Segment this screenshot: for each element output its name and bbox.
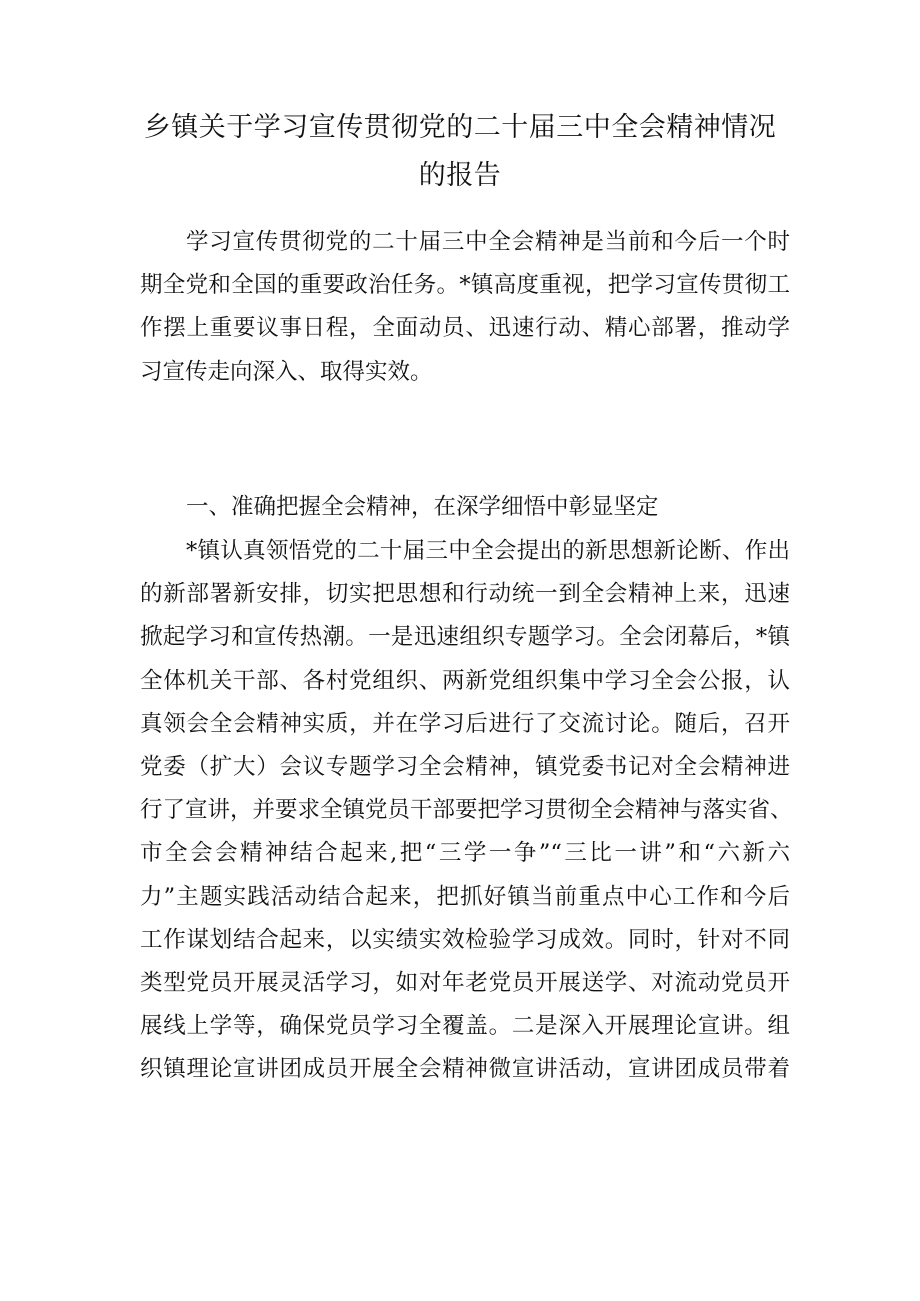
section-heading-text: 一、准确把握全会精神，在深学细悟中彰显坚定 bbox=[186, 494, 659, 520]
body-line: 展线上学等，确保党员学习全覆盖。二是深入开展理论宣讲。组 bbox=[140, 1013, 790, 1040]
body-line: 力”主题实践活动结合起来，把抓好镇当前重点中心工作和今后 bbox=[140, 883, 790, 910]
intro-line: 作摆上重要议事日程，全面动员、迅速行动、精心部署，推动学 bbox=[140, 315, 790, 342]
intro-line: 学习宣传贯彻党的二十届三中全会精神是当前和今后一个时 bbox=[186, 229, 790, 255]
body-line: 类型党员开展灵活学习，如对年老党员开展送学、对流动党员开 bbox=[140, 970, 790, 997]
body-line: 真领会全会精神实质，并在学习后进行了交流讨论。随后，召开 bbox=[140, 710, 790, 737]
body-line: 党委（扩大）会议专题学习全会精神，镇党委书记对全会精神进 bbox=[140, 754, 790, 781]
body-line: 行了宣讲，并要求全镇党员干部要把学习贯彻全会精神与落实省、 bbox=[140, 797, 793, 824]
body-line: 市全会会精神结合起来,把“三学一争”“三比一讲”和“六新六 bbox=[140, 840, 790, 867]
section-1-heading bbox=[140, 486, 790, 529]
body-line: 全体机关干部、各村党组织、两新党组织集中学习全会公报，认 bbox=[140, 667, 790, 694]
title-line-1: 乡镇关于学习宣传贯彻党的二十届三中全会精神情况 bbox=[143, 112, 777, 143]
body-line: 的新部署新安排，切实把思想和行动统一到全会精神上来，迅速 bbox=[140, 581, 790, 608]
body-line: *镇认真领悟党的二十届三中全会提出的新思想新论断、作出 bbox=[186, 538, 790, 564]
section-1-paragraph bbox=[140, 530, 793, 1092]
body-line: 掀起学习和宣传热潮。一是迅速组织专题学习。全会闭幕后，*镇 bbox=[140, 624, 790, 651]
intro-paragraph bbox=[140, 221, 790, 394]
body-line: 织镇理论宣讲团成员开展全会精神微宣讲活动，宣讲团成员带着 bbox=[140, 1056, 790, 1083]
intro-line: 习宣传走向深入、取得实效。 bbox=[140, 358, 433, 385]
title-line-2: 的报告 bbox=[418, 160, 502, 191]
document-title bbox=[60, 104, 860, 200]
body-line: 工作谋划结合起来，以实绩实效检验学习成效。同时，针对不同 bbox=[140, 926, 790, 953]
intro-line: 期全党和全国的重要政治任务。*镇高度重视，把学习宣传贯彻工 bbox=[140, 272, 790, 299]
